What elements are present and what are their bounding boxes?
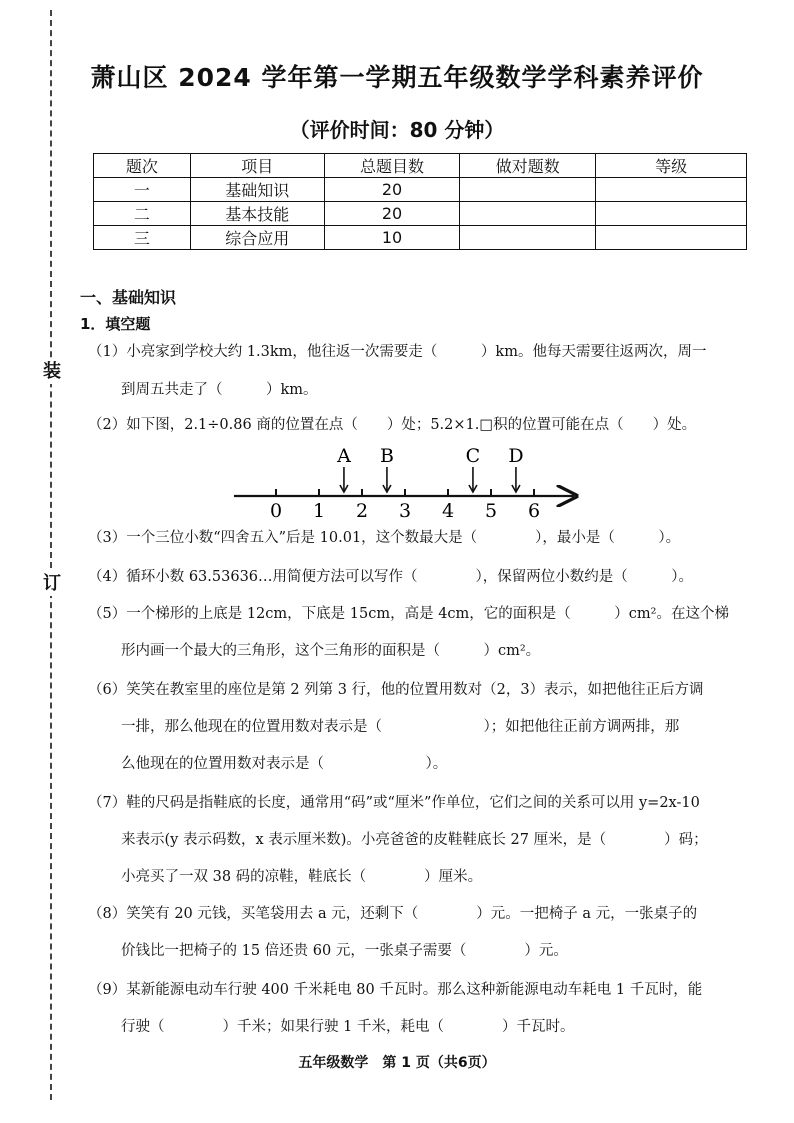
table-row xyxy=(94,178,747,202)
number-line-point-label: C xyxy=(465,445,481,467)
table-cell: 综合应用 xyxy=(190,226,324,250)
question-2-line-1: （2）如下图，2.1÷0.86 商的位置在点（ ）处；5.2×1.□积的位置可能在点（ ）处。 xyxy=(88,417,697,433)
table-cell[interactable] xyxy=(596,202,747,226)
number-line-tick-label: 5 xyxy=(484,500,498,522)
page-title: 萧山区 2024 学年第一学期五年级数学学科素养评价 xyxy=(90,63,704,92)
question-8-line-2: 价钱比一把椅子的 15 倍还贵 60 元，一张桌子需要（ ）元。 xyxy=(121,943,568,959)
binding-char-top: 装 xyxy=(40,360,64,384)
score-table-header: 题次 xyxy=(94,154,191,178)
question-7-line-1: （7）鞋的尺码是指鞋底的长度，通常用“码”或“厘米”作单位，它们之间的关系可以用 y=2x-10 xyxy=(88,795,700,811)
score-table-header-row xyxy=(94,154,747,178)
number-line-points xyxy=(336,445,523,492)
score-table-header: 等级 xyxy=(596,154,747,178)
section-title: 一、基础知识 xyxy=(80,288,177,307)
score-table xyxy=(93,153,747,250)
question-5-line-1: （5）一个梯形的上底是 12cm，下底是 15cm，高是 4cm，它的面积是（ ）cm²。在这个梯 xyxy=(88,606,729,622)
table-cell: 基础知识 xyxy=(190,178,324,202)
question-3-line-1: （3）一个三位小数“四舍五入”后是 10.01，这个数最大是（ ），最小是（ ）。 xyxy=(88,530,681,546)
question-9-line-2: 行驶（ ）千米；如果行驶 1 千米，耗电（ ）千瓦时。 xyxy=(121,1019,575,1035)
question-7-line-3: 小亮买了一双 38 码的凉鞋，鞋底长（ ）厘米。 xyxy=(121,869,483,885)
number-line-tick-label: 6 xyxy=(527,500,541,522)
number-line-tick-label: 1 xyxy=(312,500,326,522)
table-cell: 10 xyxy=(324,226,460,250)
question-4-line-1: （4）循环小数 63.53636…用简便方法可以写作（ ），保留两位小数约是（ ）。 xyxy=(88,569,694,585)
table-cell: 20 xyxy=(324,202,460,226)
table-row xyxy=(94,226,747,250)
question-6-line-2: 一排，那么他现在的位置用数对表示是（ ）；如把他往正前方调两排，那 xyxy=(121,719,680,735)
table-cell[interactable] xyxy=(596,226,747,250)
number-line-figure xyxy=(230,440,590,525)
table-cell: 一 xyxy=(94,178,191,202)
table-cell[interactable] xyxy=(460,202,596,226)
number-line-point-label: D xyxy=(508,445,524,467)
number-line-ticks xyxy=(270,489,540,522)
number-line-point-label: A xyxy=(337,445,351,467)
table-cell: 20 xyxy=(324,178,460,202)
number-line-tick-label: 0 xyxy=(269,500,283,522)
question-7-line-2: 来表示(y 表示码数，x 表示厘米数)。小亮爸爸的皮鞋鞋底长 27 厘米，是（ ）码； xyxy=(121,832,708,848)
table-cell[interactable] xyxy=(460,178,596,202)
table-cell[interactable] xyxy=(596,178,747,202)
binding-char-bottom: 订 xyxy=(40,572,64,596)
question-6-line-3: 么他现在的位置用数对表示是（ ）。 xyxy=(121,756,448,772)
score-table-header: 项目 xyxy=(190,154,324,178)
score-table-header: 总题目数 xyxy=(324,154,460,178)
number-line-tick-label: 4 xyxy=(441,500,455,522)
page-subtitle: （评价时间：80 分钟） xyxy=(289,118,505,142)
question-9-line-1: （9）某新能源电动车行驶 400 千米耗电 80 千瓦时。那么这种新能源电动车耗电 1 千瓦时，能 xyxy=(88,982,703,998)
number-line-tick-label: 2 xyxy=(355,500,369,522)
table-cell[interactable] xyxy=(460,226,596,250)
question-6-line-1: （6）笑笑在教室里的座位是第 2 列第 3 行，他的位置用数对（2，3）表示，如把他往正后方调 xyxy=(88,682,704,698)
binding-line xyxy=(50,10,52,1100)
number-line-point-label: B xyxy=(379,445,394,467)
table-cell: 二 xyxy=(94,202,191,226)
subsection-title: 1．填空题 xyxy=(80,315,151,333)
table-row xyxy=(94,202,747,226)
table-cell: 三 xyxy=(94,226,191,250)
score-table-header: 做对题数 xyxy=(460,154,596,178)
number-line-tick-label: 3 xyxy=(398,500,412,522)
question-1-line-1: （1）小亮家到学校大约 1.3km，他往返一次需要走（ ）km。他每天需要往返两次，周一 xyxy=(88,344,707,360)
question-5-line-2: 形内画一个最大的三角形，这个三角形的面积是（ ）cm²。 xyxy=(121,643,541,659)
question-8-line-1: （8）笑笑有 20 元钱，买笔袋用去 a 元，还剩下（ ）元。一把椅子 a 元，一张桌子的 xyxy=(88,906,698,922)
table-cell: 基本技能 xyxy=(190,202,324,226)
question-1-line-2: 到周五共走了（ ）km。 xyxy=(121,382,318,398)
page-footer: 五年级数学 第 1 页（共6页） xyxy=(298,1055,496,1071)
